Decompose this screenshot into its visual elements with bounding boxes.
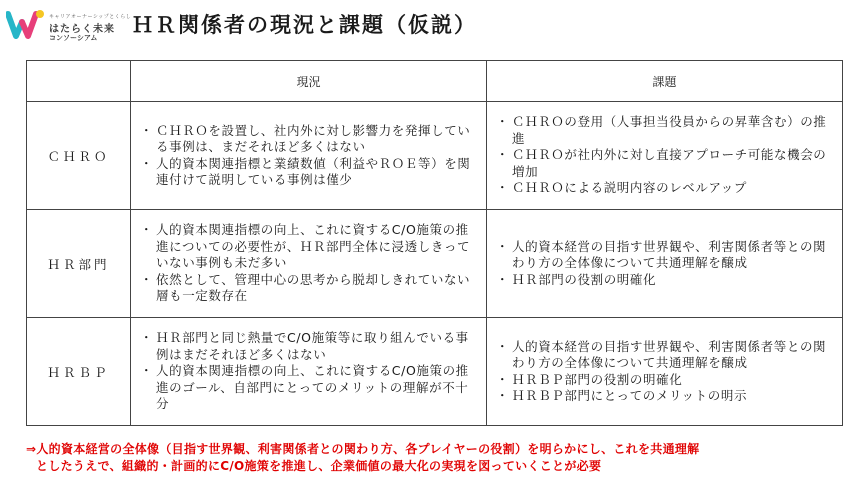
- conclusion-line1: ⇒人的資本経営の全体像（目指す世界観、利害関係者との関わり方、各プレイヤーの役割）を明らかにし、これを共通理解: [26, 442, 700, 456]
- conclusion-note: [26, 441, 846, 475]
- logo-tagline: キャリアオーナーシップとくらし: [49, 14, 132, 20]
- cell-issues: [487, 318, 843, 426]
- table-row: [27, 318, 843, 426]
- list-item: ・ 人的資本経営の目指す世界観や、利害関係者等との関わり方の全体像について共通理解を醸成: [498, 339, 833, 372]
- list-item: ・ 人的資本経営の目指す世界観や、利害関係者等との関わり方の全体像について共通理解を醸成: [498, 239, 833, 272]
- status-issues-table: [26, 60, 843, 426]
- conclusion-line2: としたうえで、組織的・計画的にC/O施策を推進し、企業価値の最大化の実現を図っていくことが必要: [36, 459, 602, 473]
- list-item: ・ ＨＲ部門の役割の明確化: [498, 272, 833, 289]
- list-item: ・ ＨＲＢＰ部門の役割の明確化: [498, 372, 833, 389]
- list-item: ・ ＣＨＲＯが社内外に対し直接アプローチ可能な機会の増加: [498, 147, 833, 180]
- row-label-chro: ＣＨＲＯ: [27, 102, 131, 210]
- cell-current: [131, 102, 487, 210]
- header-current: 現況: [131, 61, 487, 102]
- list-item: ・ 依然として、管理中心の思考から脱却しきれていない層も一定数存在: [142, 272, 477, 305]
- list-item: ・ 人的資本関連指標の向上、これに資するC/O施策の推進についての必要性が、ＨＲ部門全体に浸透しきっていない事例も未だ多い: [142, 222, 477, 272]
- list-item: ・ ＨＲ部門と同じ熱量でC/O施策等に取り組んでいる事例はまだそれほど多くはない: [142, 330, 477, 363]
- logo-mark-icon: [6, 8, 46, 42]
- list-item: ・ ＣＨＲＯの登用（人事担当役員からの昇華含む）の推進: [498, 114, 833, 147]
- cell-current: [131, 318, 487, 426]
- header-empty: [27, 61, 131, 102]
- cell-issues: [487, 102, 843, 210]
- table-header-row: [27, 61, 843, 102]
- cell-issues: [487, 210, 843, 318]
- row-label-hrbp: ＨＲＢＰ: [27, 318, 131, 426]
- table-row: [27, 102, 843, 210]
- logo-line2: コンソーシアム: [49, 34, 98, 42]
- list-item: ・ ＣＨＲＯを設置し、社内外に対し影響力を発揮している事例は、まだそれほど多くはない: [142, 123, 477, 156]
- row-label-hr-dept: ＨＲ部門: [27, 210, 131, 318]
- list-item: ・ 人的資本関連指標と業績数値（利益やＲＯＥ等）を関連付けて説明している事例は僅少: [142, 156, 477, 189]
- list-item: ・ 人的資本関連指標の向上、これに資するC/O施策の推進のゴール、自部門にとってのメリットの理解が不十分: [142, 363, 477, 413]
- list-item: ・ ＨＲＢＰ部門にとってのメリットの明示: [498, 388, 833, 405]
- logo-line1: はたらく未来: [49, 24, 115, 35]
- list-item: ・ ＣＨＲＯによる説明内容のレベルアップ: [498, 180, 833, 197]
- header-issues: 課題: [487, 61, 843, 102]
- page-title: ＨＲ関係者の現況と課題（仮説）: [132, 13, 477, 37]
- logo: [6, 8, 132, 44]
- cell-current: [131, 210, 487, 318]
- table-row: [27, 210, 843, 318]
